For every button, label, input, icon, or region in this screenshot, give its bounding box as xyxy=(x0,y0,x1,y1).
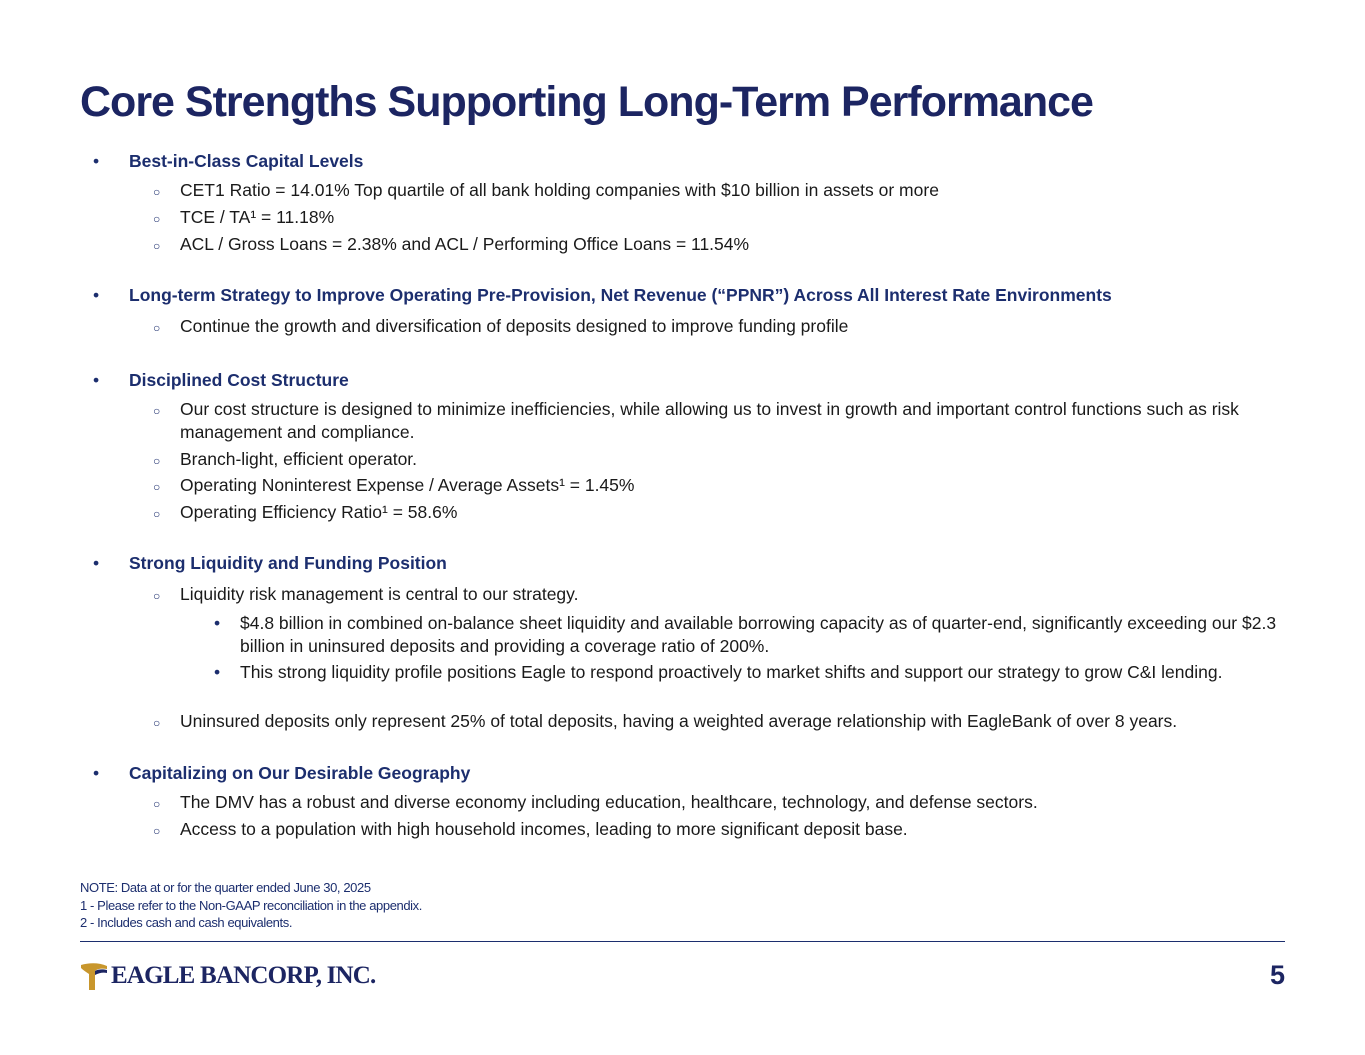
page-title: Core Strengths Supporting Long-Term Performance xyxy=(80,78,1093,126)
circle-bullet-icon: ○ xyxy=(153,454,161,468)
section-heading-ppnr: • Long-term Strategy to Improve Operating Pre-Provision, Net Revenue (“PPNR”) Across All Interest Rate Environments xyxy=(93,285,1112,305)
circle-bullet-icon: ○ xyxy=(153,507,161,521)
section-heading-liquidity: • Strong Liquidity and Funding Position xyxy=(93,553,447,573)
section-heading-capital: • Best-in-Class Capital Levels xyxy=(93,151,364,171)
section-heading-cost: • Disciplined Cost Structure xyxy=(93,370,349,390)
list-item: ○ Operating Efficiency Ratio¹ = 58.6% xyxy=(180,501,1300,524)
circle-bullet-icon: ○ xyxy=(153,589,161,603)
list-item: ○ ACL / Gross Loans = 2.38% and ACL / Performing Office Loans = 11.54% xyxy=(180,233,1300,256)
bullet-icon: • xyxy=(93,151,100,171)
circle-bullet-icon: ○ xyxy=(153,797,161,811)
list-item: ○ Our cost structure is designed to minimize inefficiencies, while allowing us to invest in growth and important control functions such as risk management and compliance. xyxy=(153,399,1239,442)
circle-bullet-icon: ○ xyxy=(153,824,161,838)
list-item: ○ CET1 Ratio = 14.01% Top quartile of all bank holding companies with $10 billion in assets or more xyxy=(180,179,1300,202)
list-item: ○ Branch-light, efficient operator. xyxy=(180,448,1300,471)
eagle-icon xyxy=(80,961,108,991)
circle-bullet-icon: ○ xyxy=(153,716,161,730)
sub-list-item: • $4.8 billion in combined on-balance sheet liquidity and available borrowing capacity as of quarter-end, significantly exceeding our $2.3 billion in uninsured deposits and providing a coverage ratio of 200%. xyxy=(214,613,1277,656)
circle-bullet-icon: ○ xyxy=(153,404,161,418)
bullet-icon: • xyxy=(214,613,221,633)
list-item: ○ Liquidity risk management is central to our strategy. xyxy=(180,583,1300,606)
list-item: ○ Operating Noninterest Expense / Average Assets¹ = 1.45% xyxy=(180,474,1300,497)
company-logo xyxy=(80,960,375,992)
footnote: 1 - Please refer to the Non-GAAP reconciliation in the appendix. xyxy=(80,898,422,913)
circle-bullet-icon: ○ xyxy=(153,480,161,494)
list-item: ○ Access to a population with high household incomes, leading to more significant deposit base. xyxy=(180,818,1300,841)
bullet-icon: • xyxy=(214,662,221,682)
bullet-icon: • xyxy=(93,763,100,783)
bullet-icon: • xyxy=(93,553,100,573)
circle-bullet-icon: ○ xyxy=(153,185,161,199)
list-item: ○ Uninsured deposits only represent 25% of total deposits, having a weighted average relationship with EagleBank of over 8 years. xyxy=(180,710,1300,733)
logo-text: EAGLE BANCORP, INC. xyxy=(111,962,376,989)
footnote: 2 - Includes cash and cash equivalents. xyxy=(80,915,293,930)
list-item: ○ The DMV has a robust and diverse economy including education, healthcare, technology, and defense sectors. xyxy=(180,791,1300,814)
bullet-icon: • xyxy=(93,285,100,305)
footnote: NOTE: Data at or for the quarter ended June 30, 2025 xyxy=(80,880,371,895)
circle-bullet-icon: ○ xyxy=(153,212,161,226)
bullet-icon: • xyxy=(93,370,100,390)
circle-bullet-icon: ○ xyxy=(153,239,161,253)
footer-divider xyxy=(80,941,1285,942)
list-item: ○ Continue the growth and diversification of deposits designed to improve funding profile xyxy=(180,315,1300,338)
circle-bullet-icon: ○ xyxy=(153,321,161,335)
sub-list-item: • This strong liquidity profile positions Eagle to respond proactively to market shifts and support our strategy to grow C&I lending. xyxy=(214,662,1223,682)
section-heading-geography: • Capitalizing on Our Desirable Geography xyxy=(93,763,471,783)
page-number: 5 xyxy=(1269,960,1285,990)
list-item: ○ TCE / TA¹ = 11.18% xyxy=(180,206,1300,229)
